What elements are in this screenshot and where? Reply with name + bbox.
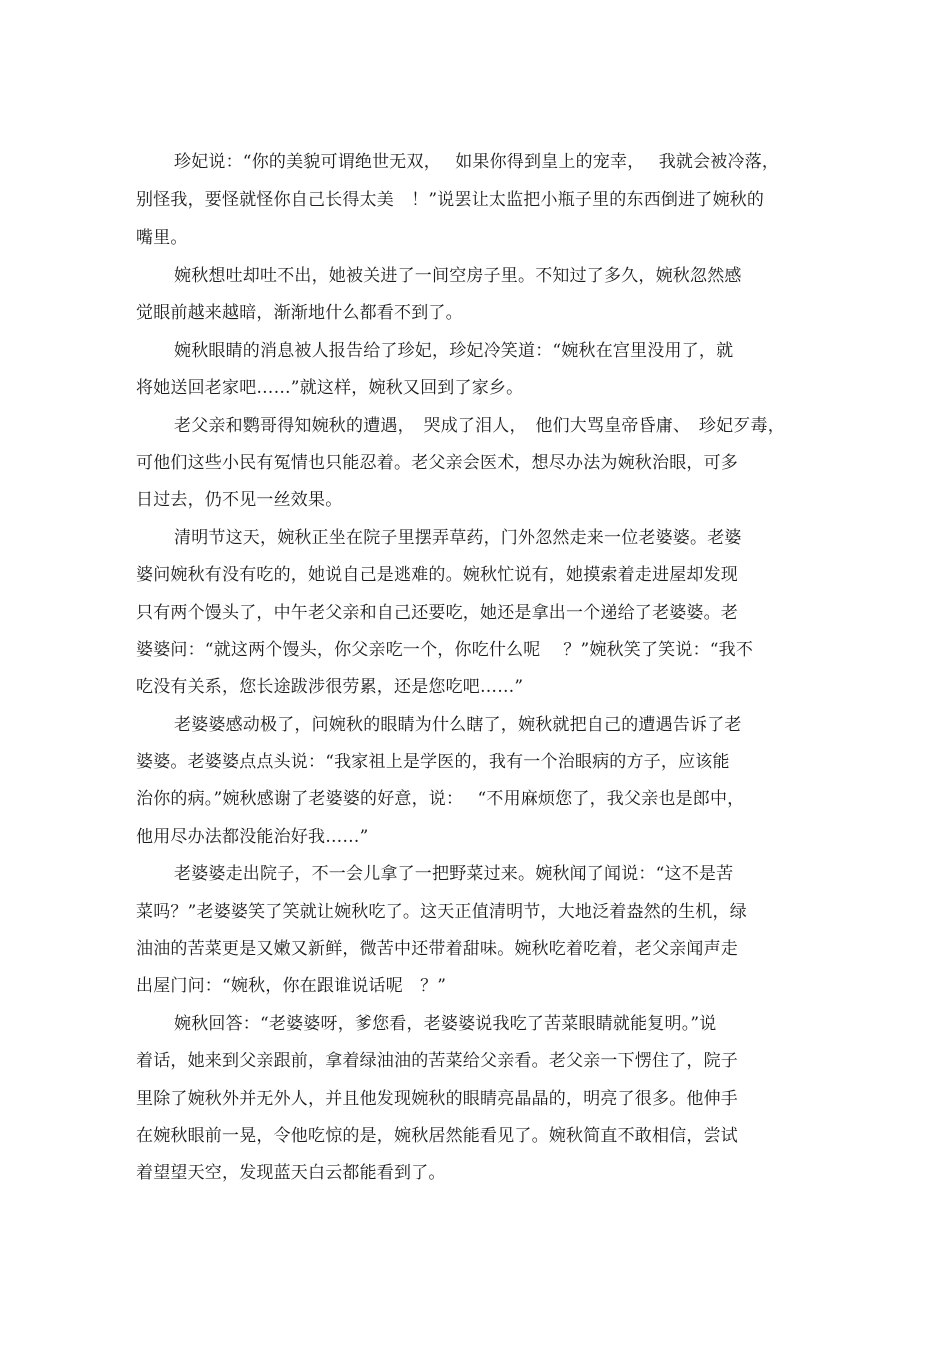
text-line: 婆婆。老婆婆点点头说：“我家祖上是学医的，我有一个治眼病的方子，应该能 bbox=[136, 752, 730, 772]
text-line: 治你的病。”婉秋感谢了老婆婆的好意，说： “不用麻烦您了，我父亲也是郎中， bbox=[136, 789, 745, 809]
text-line: 只有两个馒头了，中午老父亲和自己还要吃，她还是拿出一个递给了老婆婆。老 bbox=[136, 603, 738, 623]
text-line: 可他们这些小民有冤情也只能忍着。老父亲会医术，想尽办法为婉秋治眼，可多 bbox=[136, 453, 738, 473]
text-line: 菜吗？”老婆婆笑了笑就让婉秋吃了。这天正值清明节，大地泛着盎然的生机，绿 bbox=[136, 902, 747, 922]
text-line: 婉秋想吐却吐不出，她被关进了一间空房子里。不知过了多久，婉秋忽然感 bbox=[174, 266, 742, 286]
text-line: 别怪我，要怪就怪你自己长得太美 ！”说罢让太监把小瓶子里的东西倒进了婉秋的 bbox=[136, 190, 765, 210]
text-line: 觉眼前越来越暗，渐渐地什么都看不到了。 bbox=[136, 303, 463, 323]
text-line: 他用尽办法都没能治好我……” bbox=[136, 827, 369, 847]
text-line: 吃没有关系，您长途跋涉很劳累，还是您吃吧……” bbox=[136, 677, 524, 697]
text-line: 嘴里。 bbox=[136, 228, 188, 248]
text-line: 婉秋回答：“老婆婆呀，爹您看，老婆婆说我吃了苦菜眼睛就能复明。”说 bbox=[174, 1014, 717, 1034]
text-line: 里除了婉秋外并无外人，并且他发现婉秋的眼睛亮晶晶的，明亮了很多。他伸手 bbox=[136, 1089, 738, 1109]
text-line: 婆问婉秋有没有吃的，她说自己是逃难的。婉秋忙说有，她摸索着走进屋却发现 bbox=[136, 565, 738, 585]
text-line: 日过去，仍不见一丝效果。 bbox=[136, 490, 343, 510]
text-line: 婉秋眼睛的消息被人报告给了珍妃，珍妃冷笑道：“婉秋在宫里没用了，就 bbox=[174, 341, 734, 361]
text-line: 在婉秋眼前一晃，令他吃惊的是，婉秋居然能看见了。婉秋简直不敢相信，尝试 bbox=[136, 1126, 738, 1146]
text-line: 出屋门问：“婉秋，你在跟谁说话呢 ？” bbox=[136, 976, 447, 996]
text-line: 婆婆问：“就这两个馒头，你父亲吃一个，你吃什么呢 ？”婉秋笑了笑说：“我不 bbox=[136, 640, 754, 660]
text-line: 老婆婆走出院子，不一会儿拿了一把野菜过来。婉秋闻了闻说：“这不是苦 bbox=[174, 864, 734, 884]
text-line: 老父亲和鹦哥得知婉秋的遭遇， 哭成了泪人， 他们大骂皇帝昏庸、 珍妃歹毒， bbox=[174, 416, 785, 436]
text-line: 珍妃说：“你的美貌可谓绝世无双， 如果你得到皇上的宠幸， 我就会被冷落， bbox=[174, 152, 780, 172]
text-line: 着望望天空，发现蓝天白云都能看到了。 bbox=[136, 1163, 446, 1183]
text-line: 将她送回老家吧……”就这样，婉秋又回到了家乡。 bbox=[136, 378, 524, 398]
text-line: 清明节这天，婉秋正坐在院子里摆弄草药，门外忽然走来一位老婆婆。老婆 bbox=[174, 528, 742, 548]
text-line: 老婆婆感动极了，问婉秋的眼睛为什么瞎了，婉秋就把自己的遭遇告诉了老 bbox=[174, 715, 742, 735]
text-line: 着话，她来到父亲跟前，拿着绿油油的苦菜给父亲看。老父亲一下愣住了，院子 bbox=[136, 1051, 738, 1071]
text-line: 油油的苦菜更是又嫩又新鲜，微苦中还带着甜味。婉秋吃着吃着，老父亲闻声走 bbox=[136, 939, 738, 959]
